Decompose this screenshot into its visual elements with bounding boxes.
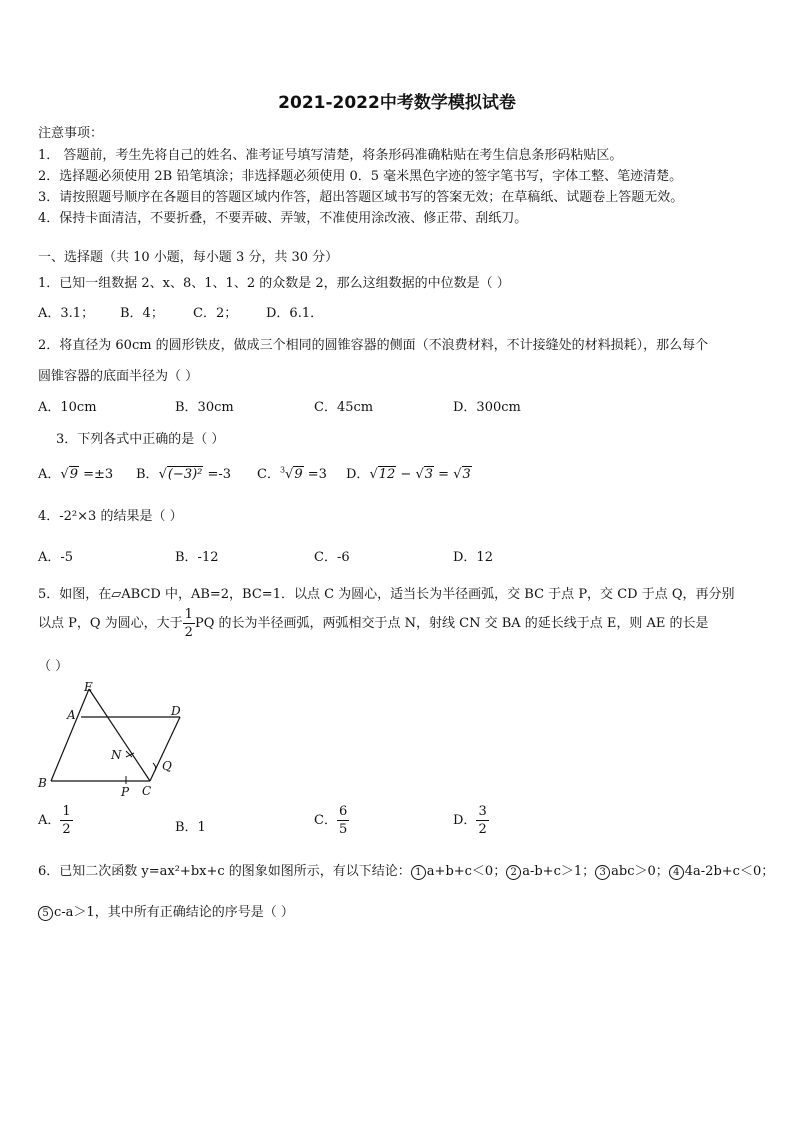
conclusion-text: c-a＞1，其中所有正确结论的序号是（ ） (54, 905, 294, 920)
circled-number: 5 (38, 906, 53, 921)
label-e: E (84, 680, 93, 694)
label-p: P (121, 785, 130, 799)
operator: = (434, 467, 454, 482)
conclusion-text: abc＞0； (611, 864, 669, 879)
label-q: Q (162, 759, 172, 773)
option-a: A．√9 =±3 (38, 467, 114, 482)
root-index: 3 (279, 465, 286, 475)
numerator: 1 (184, 607, 193, 622)
radicand: 9 (69, 467, 78, 482)
option-c (314, 805, 349, 836)
section-heading: 一、选择题（共 10 小题，每小题 3 分，共 30 分） (38, 250, 339, 265)
label-b: B (38, 776, 47, 790)
notice-heading: 注意事项： (38, 126, 104, 141)
notice-item: 4．保持卡面清洁，不要折叠，不要弄破、弄皱，不准使用涂改液、修正带、刮纸刀。 (38, 211, 528, 226)
option-d: D．12 (453, 550, 493, 565)
question-stem: 2．将直径为 60cm 的圆形铁皮，做成三个相同的圆锥容器的侧面（不浪费材料，不计接缝处的材料损耗），那么每个 (38, 338, 709, 353)
fraction (476, 805, 488, 836)
conclusion-text: 4a-2b+c＜0； (684, 864, 775, 879)
option-b: B．4； (120, 306, 164, 321)
fraction (183, 608, 195, 639)
conclusion-text: a+b+c＜0； (426, 864, 507, 879)
option-b: B．30cm (175, 400, 234, 415)
stem-text: PQ 的长为半径画弧，两弧相交于点 N，射线 CN 交 BA 的延长线于点 E，则 AE 的长是 (194, 616, 709, 631)
denominator: 2 (184, 625, 193, 640)
option-label: D． (346, 467, 370, 482)
operator: − (396, 467, 416, 482)
segment-be (51, 689, 89, 781)
option-b: B．-12 (175, 550, 219, 565)
option-c: C．-6 (314, 550, 350, 565)
option-c: C．$^3$√9 =3 (257, 465, 327, 482)
option-c: C．45cm (314, 400, 374, 415)
question-stem-cont: （ ） (38, 659, 69, 674)
question-stem-cont: 圆锥容器的底面半径为（ ） (38, 369, 199, 384)
stem-text: 以点 P，Q 为圆心，大于 (38, 616, 183, 631)
option-label: A． (38, 467, 61, 482)
label-n: N (111, 748, 122, 762)
radicand: 3 (462, 467, 471, 482)
arc-mark-q (153, 763, 156, 771)
option-label: B． (136, 467, 159, 482)
option-a: A．3.1； (38, 306, 95, 321)
question-stem (38, 860, 774, 880)
fraction (60, 805, 72, 836)
stem-text: 6．已知二次函数 y=ax²+bx+c 的图象如图所示，有以下结论： (38, 864, 411, 879)
page-title: 2021-2022中考数学模拟试卷 (278, 93, 516, 113)
option-label: A． (38, 813, 61, 828)
radicand: 9 (294, 467, 303, 482)
option-text: =3 (303, 467, 327, 482)
question-stem-cont (38, 901, 294, 921)
question-stem: 1．已知一组数据 2、x、8、1、1、2 的众数是 2，那么这组数据的中位数是（ ） (38, 276, 510, 291)
parallelogram-figure (30, 675, 200, 800)
numerator: 1 (62, 804, 71, 819)
option-c: C．2； (193, 306, 238, 321)
denominator: 5 (338, 822, 348, 837)
label-a: A (67, 708, 76, 722)
option-text: =-3 (203, 467, 232, 482)
option-a: A．-5 (38, 550, 74, 565)
option-d: D．√12 − √3 = √3 (346, 467, 471, 482)
question-stem-cont (38, 608, 709, 639)
question-stem: 5．如图，在▱ABCD 中，AB=2，BC=1．以点 C 为圆心，适当长为半径画弧，交 BC 于点 P，交 CD 于点 Q，再分别 (38, 587, 735, 602)
circled-number: 3 (595, 865, 610, 880)
radicand: 12 (378, 467, 396, 482)
question-stem: 4．-2²×3 的结果是（ ） (38, 509, 183, 524)
circled-number: 4 (669, 865, 684, 880)
notice-item: 3．请按照题号顺序在各题目的答题区域内作答，超出答题区域书写的答案无效；在草稿纸、试题卷上答题无效。 (38, 190, 684, 205)
fraction (337, 805, 349, 836)
option-label: C． (314, 813, 337, 828)
label-c: C (142, 784, 152, 798)
option-b: B．1 (175, 820, 206, 835)
notice-item: 1． 答题前，考生先将自己的姓名、准考证号填写清楚，将条形码准确粘贴在考生信息条形码粘贴区。 (38, 148, 623, 163)
denominator: 2 (62, 822, 71, 837)
conclusion-text: a-b+c＞1； (522, 864, 596, 879)
option-b: B．√(−3)² =-3 (136, 467, 232, 482)
question-stem: 3．下列各式中正确的是（ ） (56, 432, 225, 447)
ray-ce (89, 689, 150, 781)
option-d (453, 805, 489, 836)
circled-number: 2 (506, 865, 521, 880)
option-d: D．6.1． (266, 306, 324, 321)
radicand: 3 (424, 467, 434, 482)
radicand: (−3)² (167, 467, 203, 482)
option-label: C． (257, 467, 280, 482)
option-a: A．10cm (38, 400, 97, 415)
denominator: 2 (478, 822, 487, 837)
numerator: 3 (478, 804, 487, 819)
circled-number: 1 (411, 865, 426, 880)
option-text: =±3 (78, 467, 114, 482)
option-d: D．300cm (453, 400, 521, 415)
notice-item: 2．选择题必须使用 2B 铅笔填涂；非选择题必须使用 0．5 毫米黑色字迹的签字笔书写，字体工整、笔迹清楚。 (38, 169, 683, 184)
option-label: D． (453, 813, 477, 828)
label-d: D (171, 704, 181, 718)
numerator: 6 (338, 804, 348, 819)
option-a (38, 805, 73, 836)
